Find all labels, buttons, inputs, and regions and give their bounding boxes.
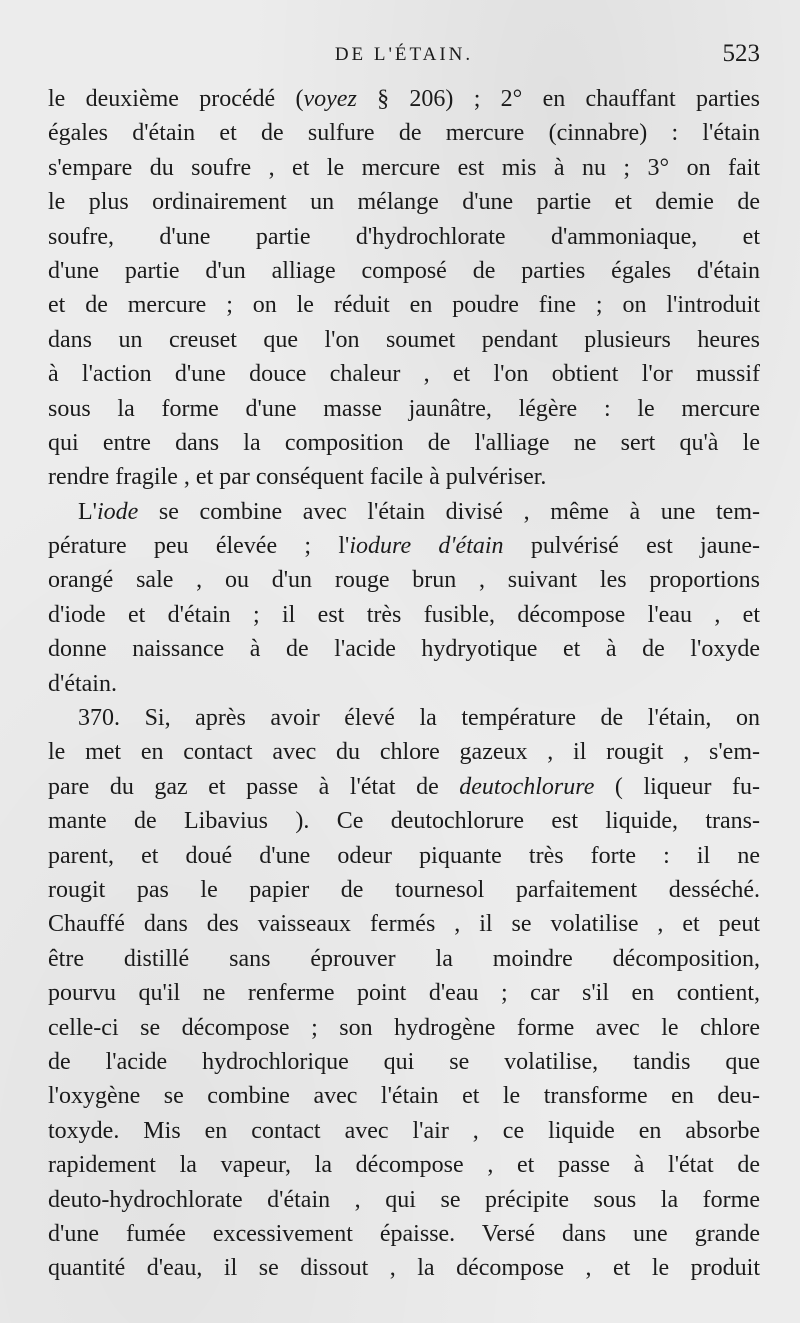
text-segment: § 206) ; 2° en chauffant parties [356,86,760,112]
text-segment: égales d'étain et de sulfure de mercure (cinnabre) : l'étain [48,120,760,147]
text-segment: rapidement la vapeur, la décompose , et passe à l'état de [48,1152,760,1179]
text-segment: d'une partie d'un alliage composé de parties égales d'étain [48,257,760,284]
text-segment: d'une fumée excessivement épaisse. Versé dans une grande [48,1220,760,1247]
text-segment: rendre fragile , et par conséquent facile à pulvériser. [48,464,547,491]
text-line [48,632,760,666]
text-segment: l'oxygène se combine avec l'étain et le transforme en deu- [48,1083,760,1110]
text-segment: qui entre dans la composition de l'alliage ne sert qu'à le [48,429,760,456]
text-line [48,770,760,804]
text-segment: sous la forme d'une masse jaunâtre, légère : le mercure [48,395,760,422]
text-line [48,1217,760,1251]
text-line [48,1045,760,1079]
text-line [48,185,760,219]
text-segment: et de mercure ; on le réduit en poudre fine ; on l'introduit [48,292,760,319]
text-segment: parent, et doué d'une odeur piquante très forte : il ne [48,842,760,869]
text-segment: le met en contact avec du chlore gazeux , il rougit , s'em- [48,739,760,766]
text-segment: le deuxième procédé ( [48,86,304,112]
text-line [48,976,760,1010]
page-number: 523 [722,40,760,67]
text-segment: orangé sale , ou d'un rouge brun , suivant les proportions [48,567,760,594]
text-line [48,392,760,426]
text-segment: se combine avec l'étain divisé , même à une tem- [138,498,760,525]
text-line [48,220,760,254]
text-segment: pérature peu élevée ; l' [48,533,350,560]
text-line [48,1251,760,1285]
text-line [48,907,760,941]
text-segment: mante de Libavius ). Ce deutochlorure est liquide, trans- [48,808,760,835]
text-line [48,598,760,632]
italic-term: voyez [303,86,357,112]
text-segment: donne naissance à de l'acide hydryotique et à de l'oxyde [48,636,760,663]
body-text [48,82,760,1286]
text-line [48,426,760,460]
text-line [48,701,760,735]
text-line [48,288,760,322]
page-header [48,40,760,80]
text-line [48,323,760,357]
italic-term: iodure d'étain [349,533,504,560]
text-line [48,563,760,597]
text-line [48,942,760,976]
text-line [48,460,760,494]
text-line [48,495,760,529]
text-line [48,357,760,391]
text-segment: de l'acide hydrochlorique qui se volatilise, tandis que [48,1048,760,1075]
text-segment: pourvu qu'il ne renferme point d'eau ; car s'il en contient, [48,980,760,1007]
text-line [48,1183,760,1217]
text-segment: d'iode et d'étain ; il est très fusible, décompose l'eau , et [48,601,760,628]
text-segment: toxyde. Mis en contact avec l'air , ce liquide en absorbe [48,1117,760,1144]
text-segment: deuto-hydrochlorate d'étain , qui se précipite sous la forme [48,1186,760,1213]
text-segment: 370. Si, après avoir élevé la température de l'étain, on [78,705,760,732]
text-segment: pare du gaz et passe à l'état de [48,773,460,800]
text-segment: ( liqueur fu- [594,773,760,800]
text-segment: dans un creuset que l'on soumet pendant plusieurs heures [48,326,760,353]
text-line [48,151,760,185]
text-segment: être distillé sans éprouver la moindre décomposition, [48,945,760,972]
text-line [48,116,760,150]
text-line [48,735,760,769]
text-segment: celle-ci se décompose ; son hydrogène forme avec le chlore [48,1014,760,1041]
text-segment: soufre, d'une partie d'hydrochlorate d'ammoniaque, et [48,223,760,250]
text-line [48,1148,760,1182]
text-line [48,1079,760,1113]
running-head: DE L'ÉTAIN. [334,44,474,65]
text-segment: à l'action d'une douce chaleur , et l'on obtient l'or mussif [48,361,760,388]
text-line [48,839,760,873]
italic-term: deutochlorure [459,773,595,800]
text-segment: rougit pas le papier de tournesol parfaitement desséché. [48,876,760,903]
text-segment: pulvérisé est jaune- [503,533,761,560]
text-segment: le plus ordinairement un mélange d'une partie et demie de [48,189,760,216]
text-line [48,1114,760,1148]
text-line [48,82,760,116]
text-line [48,1011,760,1045]
text-segment: quantité d'eau, il se dissout , la décompose , et le produit [48,1255,760,1282]
text-segment: Chauffé dans des vaisseaux fermés , il se volatilise , et peut [48,911,760,938]
text-line [48,804,760,838]
italic-term: iode [96,498,139,525]
text-line [48,667,760,701]
text-segment: s'empare du soufre , et le mercure est mis à nu ; 3° on fait [48,154,760,181]
text-segment: d'étain. [48,670,117,697]
text-line [48,254,760,288]
text-line [48,529,760,563]
text-line [48,873,760,907]
text-segment: L' [78,498,97,525]
